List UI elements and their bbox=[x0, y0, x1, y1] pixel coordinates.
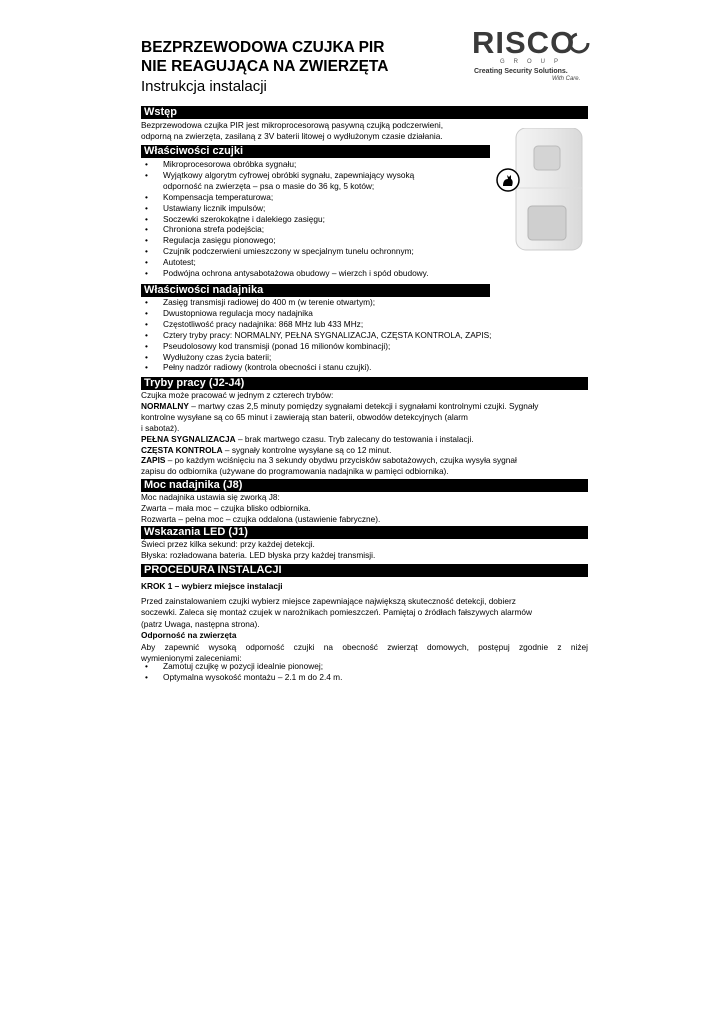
list-item: • Soczewki szerokokątne i dalekiego zasięgu; bbox=[141, 214, 429, 225]
list-item: • Wyjątkowy algorytm cyfrowej obróbki sygnału, zapewniający wysoką bbox=[141, 170, 429, 181]
logo-brand: RISCO bbox=[472, 25, 576, 60]
list-item: • Pełny nadzór radiowy (kontrola obecności i stanu czujki). bbox=[141, 362, 491, 373]
power-heading: Moc nadajnika (J8) bbox=[141, 479, 588, 492]
power-text: Moc nadajnika ustawia się zworką J8: Zwarta – mała moc – czujka blisko odbiornika. Rozwarta – pełna moc – czujka oddalona (ustawienie fabryczne). bbox=[141, 492, 381, 524]
logo-tagline: Creating Security Solutions. bbox=[474, 68, 568, 75]
logo-tagline-2: With Care. bbox=[552, 76, 581, 82]
mode-normal-label: NORMALNY bbox=[141, 400, 189, 411]
detector-features-heading: Właściwości czujki bbox=[141, 145, 490, 158]
transmitter-features-list bbox=[141, 297, 491, 373]
list-item: • Ustawiany licznik impulsów; bbox=[141, 203, 429, 214]
logo-group: GROUP bbox=[500, 59, 568, 65]
title-line-1: BEZPRZEWODOWA CZUJKA PIR bbox=[141, 39, 385, 56]
detector-features-list bbox=[141, 159, 429, 279]
list-item-continuation: odporność na zwierzęta – psa o masie do 36 kg, 5 kotów; bbox=[163, 180, 375, 191]
mode-full-label: PEŁNA SYGNALIZACJA bbox=[141, 433, 236, 444]
list-item: • Częstotliwość pracy nadajnika: 868 MHz lub 433 MHz; bbox=[141, 319, 491, 330]
list-item: • Zasięg transmisji radiowej do 400 m (w terenie otwartym); bbox=[141, 297, 491, 308]
list-item: • Chroniona strefa podejścia; bbox=[141, 224, 429, 235]
list-item: • Autotest; bbox=[141, 257, 429, 268]
step1-title: KROK 1 – wybierz miejsce instalacji bbox=[141, 581, 283, 591]
led-heading: Wskazania LED (J1) bbox=[141, 526, 588, 539]
procedure-heading: PROCEDURA INSTALACJI bbox=[141, 564, 588, 577]
list-item: • Pseudolosowy kod transmisji (ponad 16 milionów kombinacji); bbox=[141, 341, 491, 352]
list-item: • Zamotuj czujkę w pozycji idealnie pionowej; bbox=[141, 661, 342, 672]
mode-record-label: ZAPIS bbox=[141, 455, 166, 466]
mode-frequent-label: CZĘSTA KONTROLA bbox=[141, 444, 223, 455]
pet-immunity-title: Odporność na zwierzęta bbox=[141, 630, 237, 640]
list-item: • Podwójna ochrona antysabotażowa obudowy – wierzch i spód obudowy. bbox=[141, 268, 429, 279]
pet-immune-cat-icon bbox=[496, 168, 520, 192]
procedure-list bbox=[141, 661, 342, 683]
detector-photo bbox=[506, 128, 586, 252]
intro-text: Bezprzewodowa czujka PIR jest mikroprocesorową pasywną czujką podczerwieni, odporną na zwierzęta, zasilaną z 3V baterii litowej o wydłużonym czasie działania. bbox=[141, 120, 444, 141]
list-item: • Optymalna wysokość montażu – 2.1 m do 2.4 m. bbox=[141, 672, 342, 683]
list-item: • Dwustopniowa regulacja mocy nadajnika bbox=[141, 308, 491, 319]
list-item: • Mikroprocesorowa obróbka sygnału; bbox=[141, 159, 429, 170]
risco-logo bbox=[472, 27, 584, 85]
modes-text: Czujka może pracować w jednym z czterech trybów: NORMALNY – martwy czas 2,5 minuty pomiędzy sygnałami detekcji i sygnałami kontrolnymi czujki. Sygnały kontrolne wysyłane są co 65 minut i zawierają stan baterii, obwodów detekcyjnych (alarm i sabotaż). PEŁNA SYGNALIZACJA – brak martwego czasu. Tryb zalecany do testowania i instalacji. CZĘSTA KONTROLA – sygnały kontrolne wysyłane są co 12 minut. ZAPIS – po każdym wciśnięciu na 3 sekundy obydwu przycisków sabotażowych, czujka wysyła sygnał zapisu do odbiornika (używane do programowania nadajnika w pamięci odbiornika). bbox=[141, 390, 539, 477]
list-item: • Czujnik podczerwieni umieszczony w specjalnym tunelu ochronnym; bbox=[141, 246, 429, 257]
list-item: • Regulacja zasięgu pionowego; bbox=[141, 235, 429, 246]
list-item: • Wydłużony czas życia baterii; bbox=[141, 352, 491, 363]
title-line-2: NIE REAGUJĄCA NA ZWIERZĘTA bbox=[141, 58, 389, 75]
procedure-body: KROK 1 – wybierz miejsce instalacji Przed zainstalowaniem czujki wybierz miejsce zapewniające największą skuteczność detekcji, dobierz soczewki. Zaleca się montaż czujek w narożnikach pomieszczeń. Pamiętaj o źródłach fałszywych alarmów (patrz Uwaga, następna strona). Odporność na zwierzęta Aby zapewnić wysoką odporność czujki na obecność zwierząt domowych, postępuj zgodnie z niżej wymienionymi zaleceniami: bbox=[141, 581, 588, 663]
document-subtitle: Instrukcja instalacji bbox=[141, 78, 267, 95]
led-text: Świeci przez kilka sekund: przy każdej detekcji. Błyska: rozładowana bateria. LED błyska przy każdej transmisji. bbox=[141, 539, 376, 560]
list-item: • Cztery tryby pracy: NORMALNY, PEŁNA SYGNALIZACJA, CZĘSTA KONTROLA, ZAPIS; bbox=[141, 330, 491, 341]
document-title bbox=[141, 38, 388, 76]
logo-swirl-icon bbox=[568, 32, 590, 54]
modes-heading: Tryby pracy (J2-J4) bbox=[141, 377, 588, 390]
list-item: • Kompensacja temperaturowa; bbox=[141, 192, 429, 203]
transmitter-features-heading: Właściwości nadajnika bbox=[141, 284, 490, 297]
intro-heading: Wstęp bbox=[141, 106, 588, 119]
